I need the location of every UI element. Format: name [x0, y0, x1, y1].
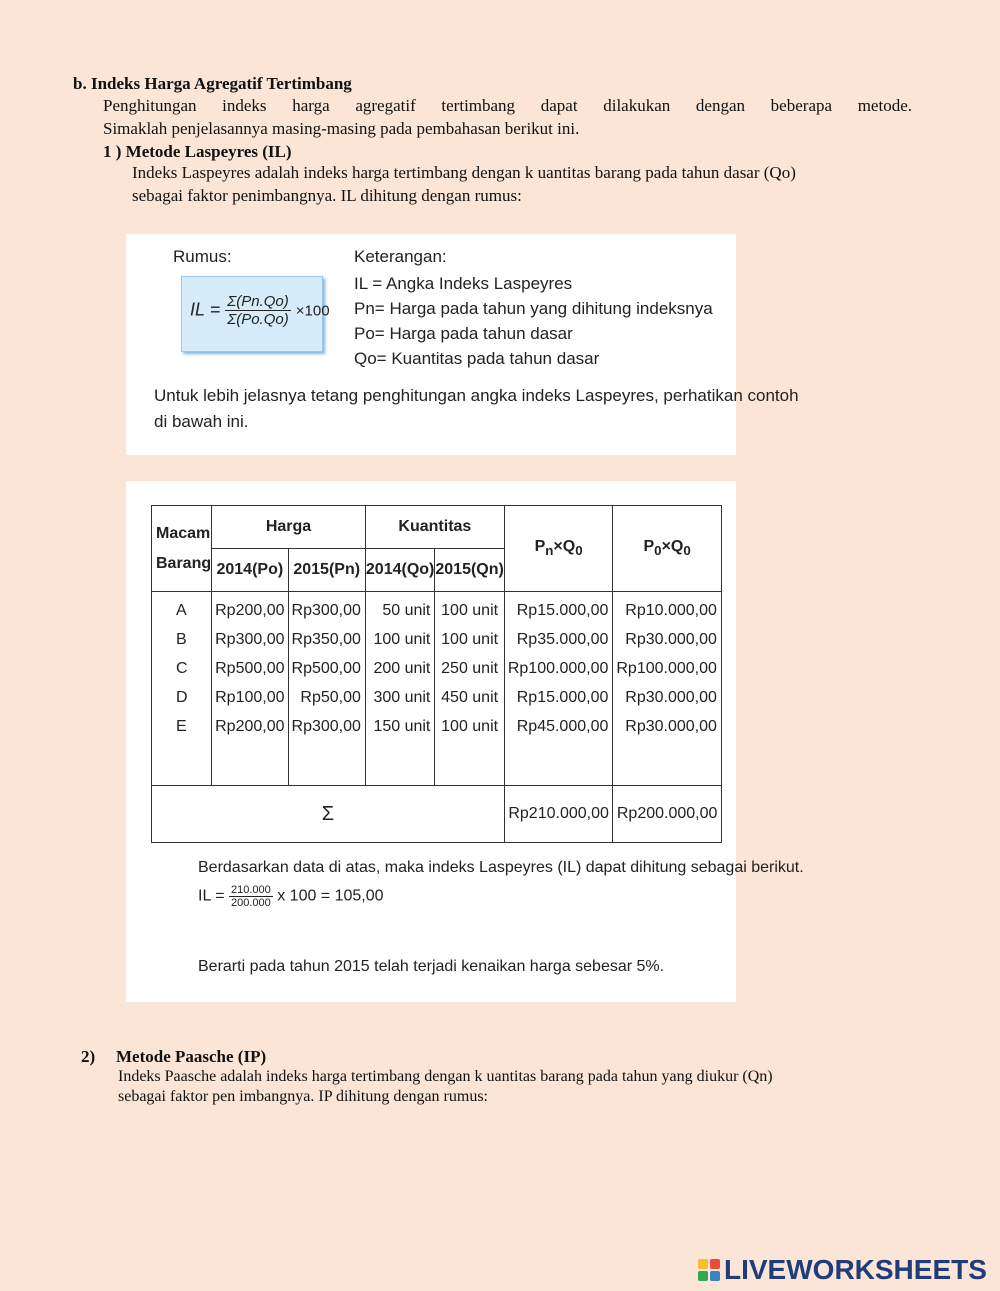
table-sum-row: [152, 786, 722, 843]
example-panel: [126, 481, 804, 1002]
formula-panel: [126, 234, 799, 455]
header-barang: Barang: [156, 554, 212, 572]
sum-pnqo: Rp210.000,00: [504, 786, 613, 843]
logo-text: LIVEWORKSHEETS: [724, 1254, 987, 1285]
sum-poqo: Rp200.000,00: [613, 786, 722, 843]
cell-pn: Rp50,00: [288, 683, 365, 712]
cell-po: Rp200,00: [212, 592, 288, 626]
paasche-desc-line1: Indeks Paasche adalah indeks harga tertimbang dengan k uantitas barang pada tahun yang diukur (Qn): [118, 1068, 773, 1085]
keterangan-item: Pn= Harga pada tahun yang dihitung indeksnya: [354, 299, 713, 318]
table-row: [152, 712, 722, 741]
cell-poqo: Rp30.000,00: [613, 712, 722, 741]
logo-mark-icon: [698, 1259, 720, 1281]
table-row: [152, 592, 722, 626]
cell-qn: 100 unit: [435, 592, 504, 626]
table-row: [152, 625, 722, 654]
col-po: 2014(Po): [212, 549, 288, 592]
laspeyres-table: [151, 505, 722, 843]
col-qn: 2015(Qn): [435, 549, 504, 592]
cell-qo: 150 unit: [365, 712, 434, 741]
formula-lhs: IL =: [190, 299, 221, 320]
cell-pn: Rp350,00: [288, 625, 365, 654]
col-macam-barang: [152, 506, 212, 592]
laspeyres-formula: [190, 293, 330, 328]
cell-item: A: [152, 592, 212, 626]
laspeyres-heading: 1 ) Metode Laspeyres (IL): [103, 142, 292, 161]
paasche-number: 2): [81, 1047, 96, 1066]
cell-po: Rp200,00: [212, 712, 288, 741]
cell-qn: 250 unit: [435, 654, 504, 683]
col-pnqo: $P_n\times Q_0$: [504, 506, 613, 592]
table-spacer-row: [152, 741, 722, 786]
cell-poqo: Rp30.000,00: [613, 625, 722, 654]
header-macam: Macam: [156, 524, 211, 542]
keterangan-item: Qo= Kuantitas pada tahun dasar: [354, 349, 600, 368]
cell-pnqo: Rp15.000,00: [504, 683, 613, 712]
col-harga: Harga: [212, 506, 366, 549]
cell-qo: 100 unit: [365, 625, 434, 654]
keterangan-item: Po= Harga pada tahun dasar: [354, 324, 573, 343]
cell-qn: 100 unit: [435, 625, 504, 654]
cell-poqo: Rp30.000,00: [613, 683, 722, 712]
cell-item: E: [152, 712, 212, 741]
cell-qn: 450 unit: [435, 683, 504, 712]
calc-lhs: IL =: [198, 887, 225, 905]
cell-pnqo: Rp100.000,00: [504, 654, 613, 683]
paasche-desc-line2: sebagai faktor pen imbangnya. IP dihitung dengan rumus:: [118, 1088, 488, 1105]
keterangan-item: IL = Angka Indeks Laspeyres: [354, 274, 573, 293]
rumus-label: Rumus:: [173, 247, 232, 266]
keterangan-list: [354, 271, 713, 371]
formula-fraction: [225, 293, 291, 328]
cell-pn: Rp300,00: [288, 712, 365, 741]
table-row: [152, 683, 722, 712]
col-pn: 2015(Pn): [288, 549, 365, 592]
col-kuantitas: Kuantitas: [365, 506, 504, 549]
cell-poqo: Rp100.000,00: [613, 654, 722, 683]
section-b-intro-line2: Simaklah penjelasannya masing-masing pada pembahasan berikut ini.: [103, 119, 580, 138]
cell-pn: Rp500,00: [288, 654, 365, 683]
liveworksheets-logo[interactable]: [698, 1254, 987, 1286]
cell-po: Rp500,00: [212, 654, 288, 683]
formula-note-line1: Untuk lebih jelasnya tetang penghitungan angka indeks Laspeyres, perhatikan contoh: [154, 386, 799, 405]
formula-box: [181, 276, 330, 352]
calc-denominator: 200.000: [231, 897, 271, 909]
keterangan-label: Keterangan:: [354, 247, 447, 266]
cell-qo: 200 unit: [365, 654, 434, 683]
section-b-heading: b. Indeks Harga Agregatif Tertimbang: [73, 74, 352, 93]
formula-note-line2: di bawah ini.: [154, 412, 249, 431]
cell-po: Rp100,00: [212, 683, 288, 712]
cell-pnqo: Rp35.000,00: [504, 625, 613, 654]
laspeyres-desc-line1: Indeks Laspeyres adalah indeks harga tertimbang dengan k uantitas barang pada tahun dasar (Qo): [132, 163, 796, 182]
cell-pn: Rp300,00: [288, 592, 365, 626]
cell-item: D: [152, 683, 212, 712]
formula-multiplier: ×100: [295, 302, 330, 320]
sum-symbol: Σ: [152, 786, 505, 843]
formula-denominator: Σ(Po.Qo): [227, 311, 289, 328]
calc-formula: [198, 884, 384, 909]
table-row: [152, 654, 722, 683]
cell-qn: 100 unit: [435, 712, 504, 741]
col-poqo: $P_0\times Q_0$: [613, 506, 722, 592]
col-qo: 2014(Qo): [365, 549, 434, 592]
formula-numerator: Σ(Pn.Qo): [227, 293, 289, 310]
section-b-intro-line1: Penghitungan indeks harga agregatif tertimbang dapat dilakukan dengan beberapa metode.: [103, 96, 912, 115]
cell-poqo: Rp10.000,00: [613, 592, 722, 626]
cell-pnqo: Rp45.000,00: [504, 712, 613, 741]
calc-conclusion: Berarti pada tahun 2015 telah terjadi kenaikan harga sebesar 5%.: [198, 958, 665, 975]
cell-item: B: [152, 625, 212, 654]
paasche-heading: Metode Paasche (IP): [116, 1047, 267, 1066]
cell-po: Rp300,00: [212, 625, 288, 654]
cell-qo: 50 unit: [365, 592, 434, 626]
calc-fraction: [229, 884, 273, 909]
calc-result: x 100 = 105,00: [277, 887, 384, 905]
laspeyres-desc-line2: sebagai faktor penimbangnya. IL dihitung dengan rumus:: [132, 186, 522, 205]
calc-intro: Berdasarkan data di atas, maka indeks Laspeyres (IL) dapat dihitung sebagai berikut.: [198, 859, 804, 876]
calc-numerator: 210.000: [231, 884, 271, 896]
cell-qo: 300 unit: [365, 683, 434, 712]
cell-pnqo: Rp15.000,00: [504, 592, 613, 626]
cell-item: C: [152, 654, 212, 683]
